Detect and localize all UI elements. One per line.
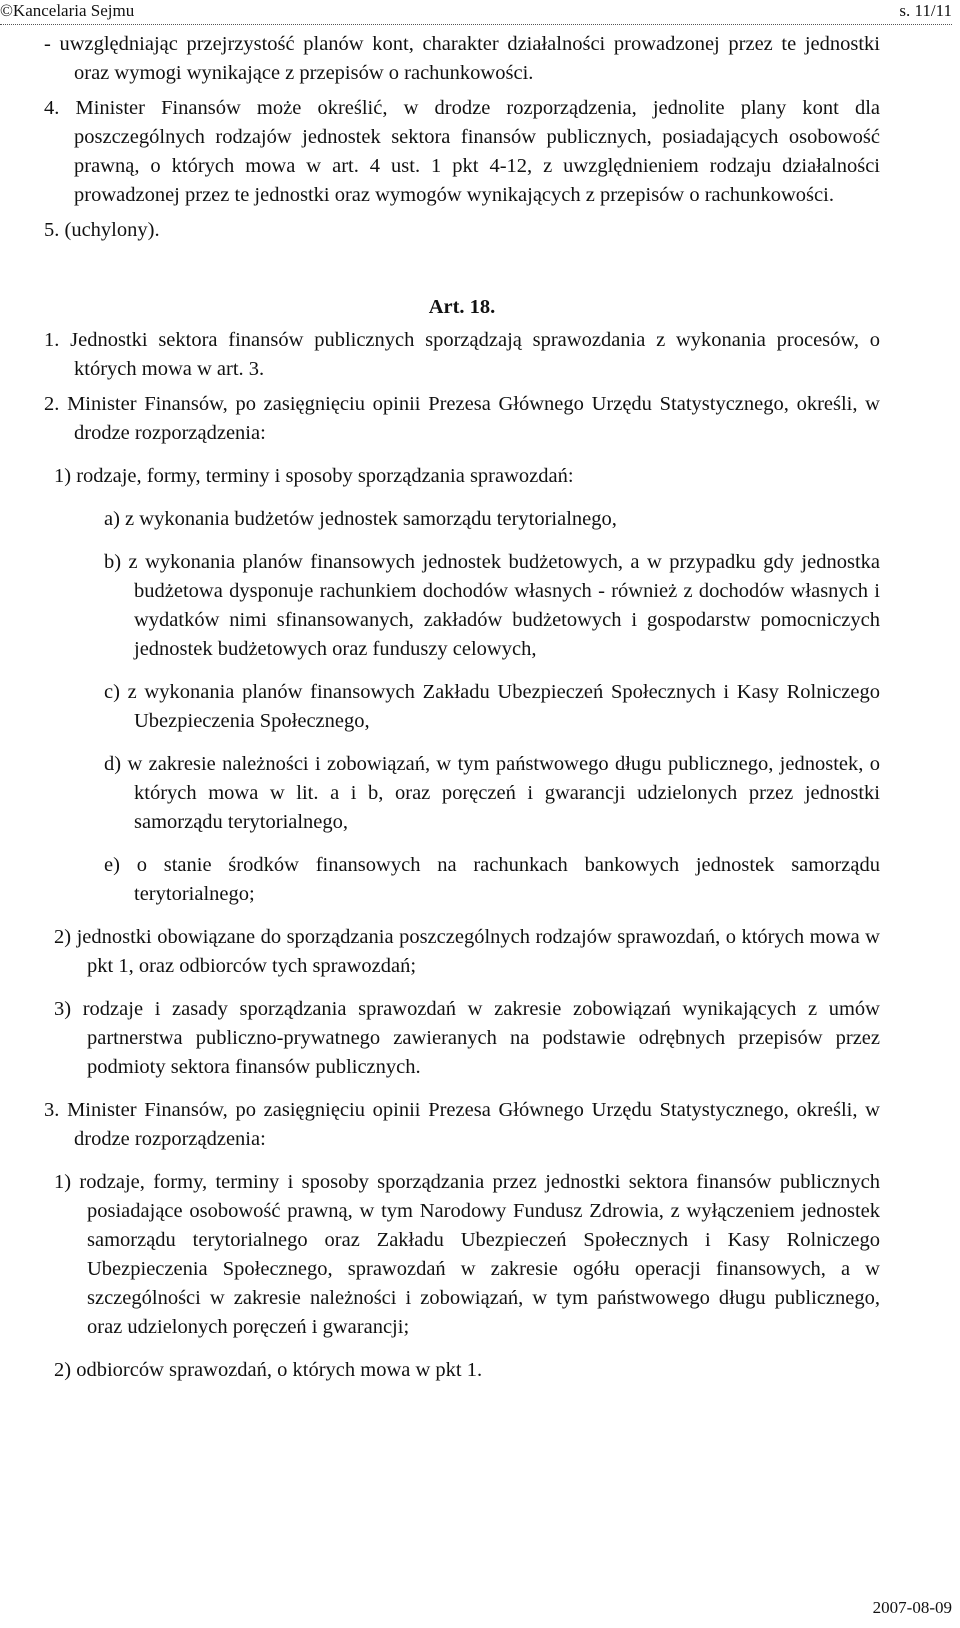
p2-sub-a: a) z wykonania budżetów jednostek samorządu terytorialnego,	[104, 508, 617, 530]
p3-item-2: 2) odbiorców sprawozdań, o których mowa w pkt 1.	[54, 1359, 483, 1381]
p3-item-1: 1) rodzaje, formy, terminy i sposoby sporządzania przez jednostki sektora finansów publicznych posiadające osobowość prawną, w tym Narodowy Fundusz Zdrowia, z wyłączeniem jednostek samorządu terytorialnego oraz Zakładu Ubezpieczeń Społecznych i Kasy Rolniczego Ubezpieczenia Społecznego, sprawozdań w zakresie ogółu operacji finansowych, a w szczególności w zakresie należności i zobowiązań, w tym państwowego długu publicznego, oraz udzielonych poręczeń i gwarancji;	[54, 1171, 880, 1338]
article-paragraph-1: 1. Jednostki sektora finansów publicznych sporządzają sprawozdania z wykonania procesów, o których mowa w art. 3.	[44, 329, 880, 380]
p2-sub-e: e) o stanie środków finansowych na rachunkach bankowych jednostek samorządu terytorialnego;	[104, 854, 880, 905]
paragraph-4: 4. Minister Finansów może określić, w drodze rozporządzenia, jednolite plany kont dla poszczególnych rodzajów jednostek sektora finansów publicznych, posiadających osobowość prawną, o których mowa w art. 4 ust. 1 pkt 4-12, z uwzględnieniem rodzaju działalności prowadzonej przez te jednostki oraz wymogów wynikających z przepisów o rachunkowości.	[44, 97, 880, 206]
article-paragraph-2: 2. Minister Finansów, po zasięgnięciu opinii Prezesa Głównego Urzędu Statystycznego, określi, w drodze rozporządzenia:	[44, 393, 880, 444]
page-number: s. 11/11	[899, 1, 952, 20]
footer-date: 2007-08-09	[872, 1598, 952, 1617]
article-title: Art. 18.	[428, 296, 496, 318]
header-divider	[0, 24, 952, 25]
publisher-label: ©Kancelaria Sejmu	[0, 1, 135, 20]
article-paragraph-3: 3. Minister Finansów, po zasięgnięciu opinii Prezesa Głównego Urzędu Statystycznego, określi, w drodze rozporządzenia:	[44, 1099, 880, 1150]
p2-sub-b: b) z wykonania planów finansowych jednostek budżetowych, a w przypadku gdy jednostka budżetowa dysponuje rachunkiem dochodów własnych - również z dochodów własnych i wydatków nimi sfinansowanych, zakładów budżetowych i gospodarstw pomocniczych jednostek budżetowych oraz funduszy celowych,	[104, 551, 880, 660]
p2-item-3: 3) rodzaje i zasady sporządzania sprawozdań w zakresie zobowiązań wynikających z umów partnerstwa publiczno-prywatnego zawieranych na podstawie odrębnych przepisów przez podmioty sektora finansów publicznych.	[54, 998, 880, 1078]
paragraph-5: 5. (uchylony).	[44, 219, 160, 241]
p2-item-1: 1) rodzaje, formy, terminy i sposoby sporządzania sprawozdań:	[54, 465, 574, 487]
p2-sub-c: c) z wykonania planów finansowych Zakładu Ubezpieczeń Społecznych i Kasy Rolniczego Ubezpieczenia Społecznego,	[104, 681, 880, 732]
continuation-paragraph: - uwzględniając przejrzystość planów kont, charakter działalności prowadzonej przez te jednostki oraz wymogi wynikające z przepisów o rachunkowości.	[44, 33, 880, 84]
p2-sub-d: d) w zakresie należności i zobowiązań, w tym państwowego długu publicznego, jednostek, o których mowa w lit. a i b, oraz poręczeń i gwarancji udzielonych przez jednostki samorządu terytorialnego,	[104, 753, 880, 833]
document-body	[44, 30, 880, 1391]
p2-item-2: 2) jednostki obowiązane do sporządzania poszczególnych rodzajów sprawozdań, o których mowa w pkt 1, oraz odbiorców tych sprawozdań;	[54, 926, 880, 977]
